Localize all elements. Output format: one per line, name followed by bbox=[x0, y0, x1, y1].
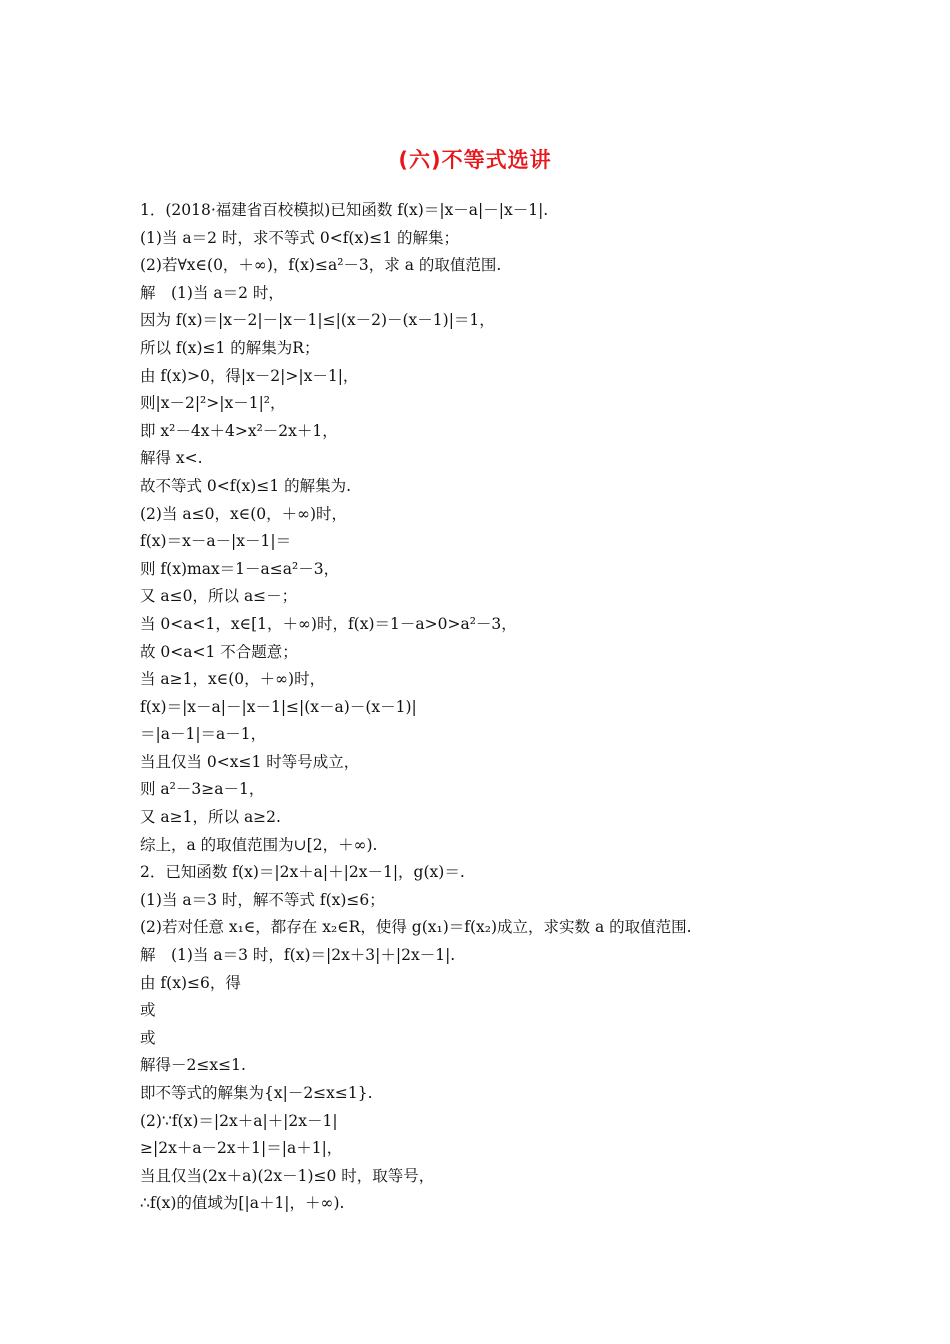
document-body bbox=[140, 197, 820, 1218]
text-line: 即 x²－4x＋4>x²－2x＋1， bbox=[140, 421, 338, 440]
text-line: 则|x－2|²>|x－1|²， bbox=[140, 394, 286, 413]
text-line: 解 (1)当 a＝3 时，f(x)＝|2x＋3|＋|2x－1|. bbox=[140, 946, 456, 965]
text-line: 解得 x<. bbox=[140, 449, 203, 468]
text-line: 因为 f(x)＝|x－2|－|x－1|≤|(x－2)－(x－1)|＝1， bbox=[140, 311, 495, 330]
text-line: 则 f(x)max＝1－a≤a²－3， bbox=[140, 559, 340, 578]
text-line: (1)当 a＝2 时，求不等式 0<f(x)≤1 的解集； bbox=[140, 228, 460, 247]
text-line: ∴f(x)的值域为[|a＋1|，＋∞). bbox=[140, 1194, 345, 1213]
text-line: 又 a≤0，所以 a≤－； bbox=[140, 587, 298, 606]
text-line: 即不等式的解集为{x|－2≤x≤1}. bbox=[140, 1084, 373, 1102]
text-line: 解得－2≤x≤1. bbox=[140, 1056, 246, 1075]
text-line: (1)当 a＝3 时，解不等式 f(x)≤6； bbox=[140, 890, 385, 909]
text-line: 所以 f(x)≤1 的解集为R； bbox=[140, 338, 320, 357]
text-line: f(x)＝x－a－|x－1|＝ bbox=[140, 532, 292, 551]
text-line: 当 a≥1，x∈(0，＋∞)时， bbox=[140, 670, 326, 689]
text-line: f(x)＝|x－a|－|x－1|≤|(x－a)－(x－1)| bbox=[140, 697, 417, 716]
text-line: (2)若∀x∈(0，＋∞)，f(x)≤a²－3，求 a 的取值范围. bbox=[140, 256, 502, 275]
text-line: 综上，a 的取值范围为∪[2，＋∞). bbox=[140, 835, 378, 854]
text-line: 故不等式 0<f(x)≤1 的解集为. bbox=[140, 476, 352, 495]
text-line: 由 f(x)≤6，得 bbox=[140, 973, 241, 992]
text-line: 由 f(x)>0，得|x－2|>|x－1|， bbox=[140, 366, 359, 385]
text-line: 解 (1)当 a＝2 时， bbox=[140, 283, 284, 302]
text-line: 或 bbox=[140, 1028, 156, 1047]
text-line: 当且仅当(2x＋a)(2x－1)≤0 时，取等号， bbox=[140, 1166, 435, 1185]
text-line: 1．(2018·福建省百校模拟)已知函数 f(x)＝|x－a|－|x－1|. bbox=[140, 201, 549, 219]
text-line: 又 a≥1，所以 a≥2. bbox=[140, 808, 281, 827]
text-line: 当且仅当 0<x≤1 时等号成立， bbox=[140, 752, 360, 771]
text-line: ＝|a－1|＝a－1， bbox=[140, 725, 267, 744]
text-line: 故 0<a<1 不合题意； bbox=[140, 642, 298, 661]
text-line: 则 a²－3≥a－1， bbox=[140, 780, 265, 799]
text-line: 2．已知函数 f(x)＝|2x＋a|＋|2x－1|，g(x)＝. bbox=[140, 863, 465, 882]
text-line: (2)若对任意 x₁∈，都存在 x₂∈R，使得 g(x₁)＝f(x₂)成立，求实数 a 的取值范围. bbox=[140, 918, 692, 937]
text-line: ≥|2x＋a－2x＋1|＝|a＋1|， bbox=[140, 1139, 343, 1158]
text-line: (2)∵f(x)＝|2x＋a|＋|2x－1| bbox=[140, 1111, 338, 1130]
page-title: (六)不等式选讲 bbox=[398, 148, 552, 172]
text-line: (2)当 a≤0，x∈(0，＋∞)时， bbox=[140, 504, 348, 523]
text-line: 当 0<a<1，x∈[1，＋∞)时，f(x)＝1－a>0>a²－3， bbox=[140, 614, 517, 633]
text-line: 或 bbox=[140, 1001, 156, 1020]
